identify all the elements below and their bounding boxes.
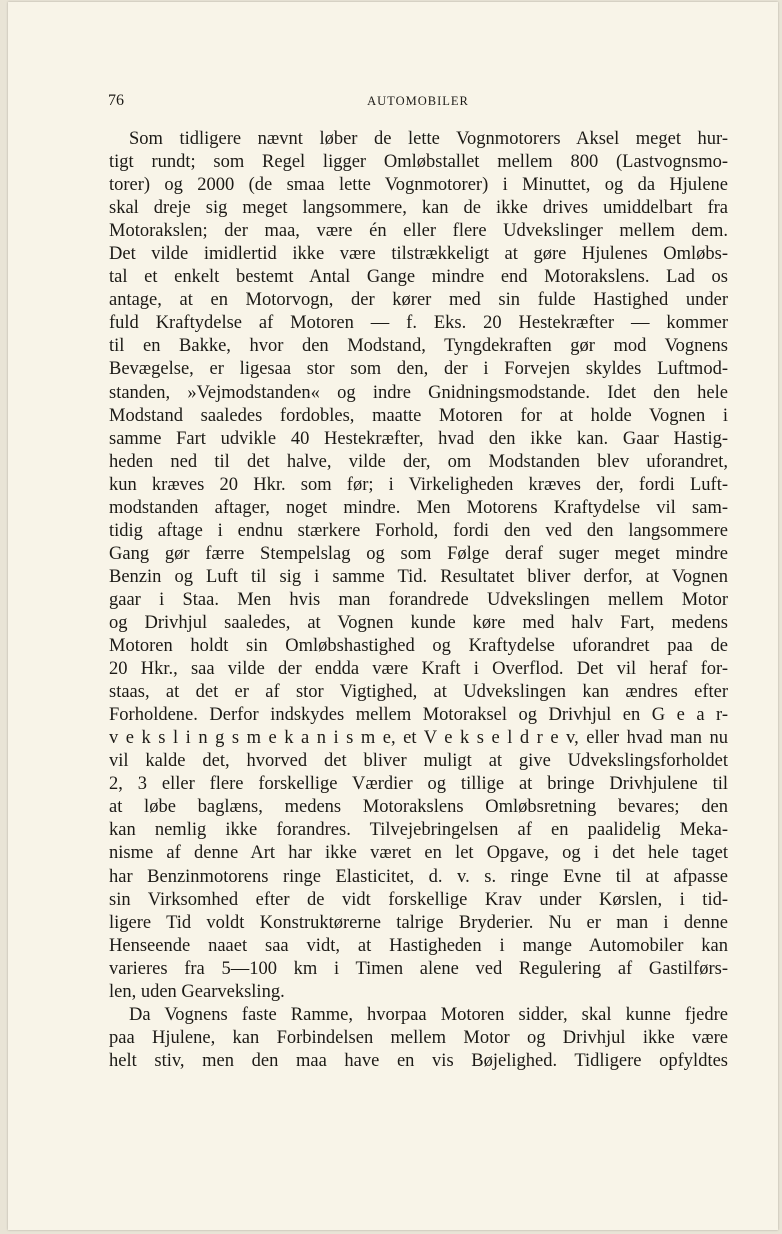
text-line: Som tidligere nævnt løber de lette Vognmotorers Aksel meget hur- (129, 129, 728, 149)
body-text (109, 128, 728, 1073)
text-line: paa Hjulene, kan Forbindelsen mellem Motor og Drivhjul ikke være (109, 1027, 728, 1048)
text-line: Motoren holdt sin Omløbshastighed og Kraftydelse uforandret paa de (109, 636, 728, 657)
paragraph-1 (109, 128, 728, 1004)
text-line: 20 Hkr., saa vilde der endda være Kraft i Overflod. Det vil heraf for- (109, 659, 728, 680)
text-line: samme Fart udvikle 40 Hestekræfter, hvad den ikke kan. Gaar Hastig- (109, 428, 728, 449)
page-header (108, 92, 728, 112)
text-line: vil kalde det, hvorved det bliver muligt at give Udvekslingsforholdet (109, 751, 728, 772)
paragraph-2 (109, 1004, 728, 1073)
text-line: Modstand saaledes fordobles, maatte Motoren for at holde Vognen i (109, 405, 728, 426)
text-line: staas, at det er af stor Vigtighed, at Udvekslingen kan ændres efter (109, 682, 728, 703)
text-line: antage, at en Motorvogn, der kører med sin fulde Hastighed under (109, 290, 728, 311)
text-line: til en Bakke, hvor den Modstand, Tyngdekraften gør mod Vognens (109, 336, 728, 357)
text-line: Benzin og Luft til sig i samme Tid. Resultatet bliver derfor, at Vognen (109, 566, 728, 587)
text-line: tidig aftage i endnu stærkere Forhold, fordi den ved den langsommere (109, 520, 728, 541)
text-line: Bevægelse, er ligesaa stor som den, der i Forvejen skyldes Luftmod- (109, 359, 728, 380)
text-line: ligere Tid voldt Konstruktørerne talrige Bryderier. Nu er man i denne (109, 912, 728, 933)
text-line: Det vilde imidlertid ikke være tilstrækkeligt at gøre Hjulenes Omløbs- (109, 244, 728, 265)
text-line: nisme af denne Art har ikke været en let Opgave, og i det hele taget (109, 843, 728, 864)
page-number: 76 (108, 92, 124, 109)
text-line: gaar i Staa. Men hvis man forandrede Udvekslingen mellem Motor (109, 589, 728, 610)
text-line: Gang gør færre Stempelslag og som Følge deraf suger meget mindre (109, 543, 728, 564)
text-line: kan nemlig ikke forandres. Tilvejebringelsen af en paalidelig Meka- (109, 820, 728, 841)
text-line: Forholdene. Derfor indskydes mellem Motoraksel og Drivhjul en G e a r- (109, 705, 728, 726)
text-line: Motorakslen; der maa, være én eller flere Udvekslinger mellem dem. (109, 221, 728, 242)
text-line: helt stiv, men den maa have en vis Bøjelighed. Tidligere opfyldtes (109, 1050, 728, 1071)
text-line: tal et enkelt bestemt Antal Gange mindre end Motorakslens. Lad os (109, 267, 728, 288)
text-line: tigt rundt; som Regel ligger Omløbstallet mellem 800 (Lastvognsmo- (109, 152, 728, 173)
text-line: Henseende naaet saa vidt, at Hastigheden i mange Automobiler kan (109, 935, 728, 956)
text-line: fuld Kraftydelse af Motoren — f. Eks. 20 Hestekræfter — kommer (109, 313, 728, 334)
text-line: Da Vognens faste Ramme, hvorpaa Motoren sidder, skal kunne fjedre (129, 1004, 728, 1025)
text-line: varieres fra 5—100 km i Timen alene ved Regulering af Gastilførs- (109, 958, 728, 979)
book-page (8, 2, 778, 1230)
text-line: 2, 3 eller flere forskellige Værdier og tillige at bringe Drivhjulene til (109, 774, 728, 795)
text-line: at løbe baglæns, medens Motorakslens Omløbsretning bevares; den (109, 797, 728, 818)
text-line: sin Virksomhed efter de vidt forskellige Krav under Kørslen, i tid- (109, 889, 728, 910)
text-line: heden ned til det halve, vilde der, om Modstanden blev uforandret, (109, 451, 728, 472)
text-line: len, uden Gearveksling. (109, 981, 285, 1002)
text-line: og Drivhjul saaledes, at Vognen kunde køre med halv Fart, medens (109, 612, 728, 633)
text-line: skal dreje sig meget langsommere, kan de ikke drives umiddelbart fra (109, 198, 728, 219)
text-line: v e k s l i n g s m e k a n i s m e, et V e k s e l d r e v, eller hvad man nu (109, 728, 728, 749)
text-line: torer) og 2000 (de smaa lette Vognmotorer) i Minuttet, og da Hjulene (109, 175, 728, 196)
text-line: standen, »Vejmodstanden« og indre Gnidningsmodstande. Idet den hele (109, 382, 728, 403)
text-line: kun kræves 20 Hkr. som før; i Virkeligheden kræves der, fordi Luft- (109, 474, 728, 495)
text-line: modstanden aftager, noget mindre. Men Motorens Kraftydelse vil sam- (109, 497, 728, 518)
running-title: AUTOMOBILER (367, 94, 469, 108)
text-line: har Benzinmotorens ringe Elasticitet, d. v. s. ringe Evne til at afpasse (109, 866, 728, 887)
